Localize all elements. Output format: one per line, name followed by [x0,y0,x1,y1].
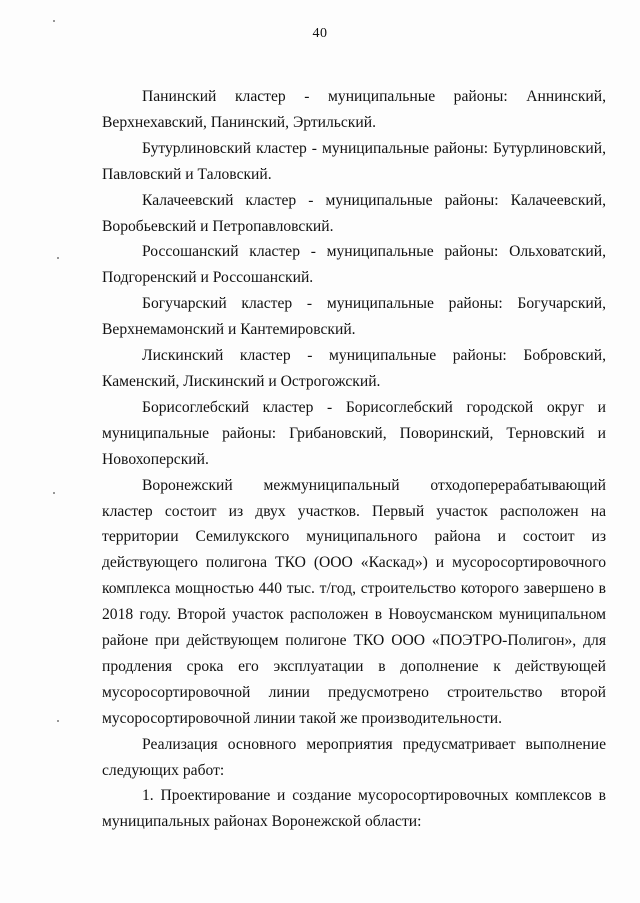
paragraph-borisoglebsky-cluster: Борисоглебский кластер - Борисоглебский городской округ и муниципальные районы: Грибановский, Поворинский, Терновский и Новохоперский. [102,398,606,468]
scan-mark [57,257,59,259]
paragraph-buturlinovsky-cluster: Бутурлиновский кластер - муниципальные районы: Бутурлиновский, Павловский и Таловский. [102,139,606,183]
scan-mark [53,20,55,22]
paragraph-liskinsky-cluster: Лискинский кластер - муниципальные районы: Бобровский, Каменский, Лискинский и Острогожский. [102,347,606,390]
paragraph-implementation: Реализация основного мероприятия предусматривает выполнение следующих работ: [102,735,606,779]
paragraph-paninsky-cluster: Панинский кластер - муниципальные районы: Аннинский, Верхнехавский, Панинский, Эртильский. [102,88,606,131]
page-number: 40 [312,26,328,41]
paragraph-kalacheevsky-cluster: Калачеевский кластер - муниципальные районы: Калачеевский, Воробьевский и Петропавловский. [102,191,606,235]
document-body [102,84,606,835]
scan-mark [53,492,55,494]
scan-mark [57,720,59,722]
paragraph-list-item-1: 1. Проектирование и создание мусоросортировочных комплексов в муниципальных районах Воронежской области: [102,787,606,831]
paragraph-rossoshansky-cluster: Россошанский кластер - муниципальные районы: Ольховатский, Подгоренский и Россошанский. [102,243,606,287]
paragraph-voronezh-cluster: Воронежский межмуниципальный отходоперерабатывающий кластер состоит из двух участков. Первый участок расположен на территории Семилукского муниципального района и состоит из действующего полигона ТКО (ООО «Каскад») и мусоросортировочного комплекса мощностью 440 тыс. т/год, строительство которого завершено в 2018 году. Второй участок расположен в Новоусманском муниципальном районе при действующем полигоне ТКО ООО «ПОЭТРО-Полигон», для продления срока его эксплуатации в дополнение к действующей мусоросортировочной линии предусмотрено строительство второй мусоросортировочной линии такой же производительности. [102,476,606,727]
paragraph-bogucharsky-cluster: Богучарский кластер - муниципальные районы: Богучарский, Верхнемамонский и Кантемировский. [102,295,606,339]
